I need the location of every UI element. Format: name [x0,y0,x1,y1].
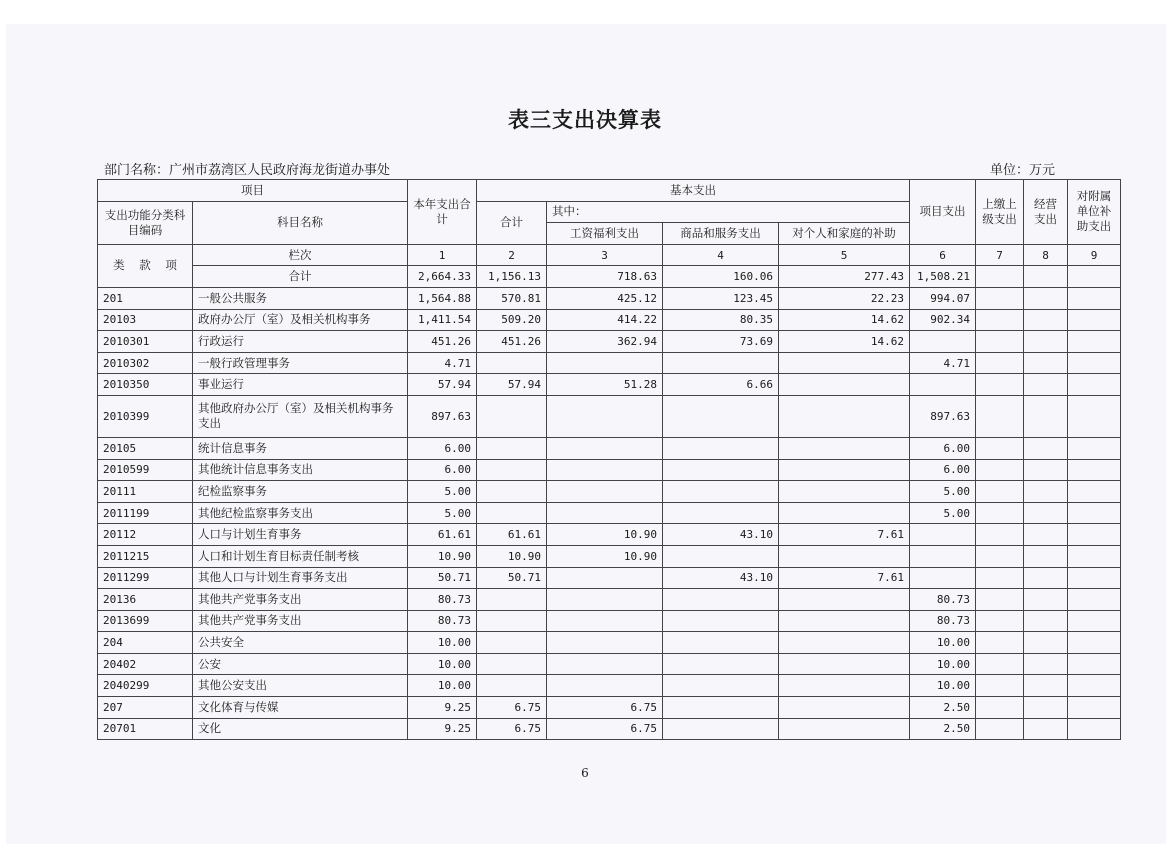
page-title: 表三支出决算表 [508,108,662,132]
amount-cell: 4.71 [910,352,976,374]
table-row [98,309,1121,331]
table-row [98,352,1121,374]
column-index: 9 [1068,244,1121,266]
amount-cell [976,331,1024,353]
amount-cell [976,502,1024,524]
amount-cell [779,395,910,437]
amount-cell [910,545,976,567]
amount-cell [663,352,779,374]
amount-cell [547,395,663,437]
function-code: 2011215 [98,545,193,567]
amount-cell [663,437,779,459]
amount-cell: 6.75 [547,697,663,719]
amount-cell [1024,610,1068,632]
amount-cell: 994.07 [910,287,976,309]
amount-cell: 10.00 [910,675,976,697]
function-code: 2011199 [98,502,193,524]
total-value: 1,508.21 [910,266,976,288]
total-value: 718.63 [547,266,663,288]
amount-cell: 123.45 [663,287,779,309]
amount-cell: 43.10 [663,524,779,546]
function-code: 2013699 [98,610,193,632]
amount-cell [547,481,663,503]
amount-cell: 43.10 [663,567,779,589]
amount-cell [976,697,1024,719]
amount-cell [547,653,663,675]
amount-cell [1068,481,1121,503]
amount-cell [1024,567,1068,589]
amount-cell [779,718,910,740]
table-row [98,718,1121,740]
amount-cell: 570.81 [477,287,547,309]
amount-cell [779,481,910,503]
page-number: 6 [581,766,589,780]
function-code: 204 [98,632,193,654]
amount-cell [663,395,779,437]
amount-cell [547,352,663,374]
header-of-which: 其中： [547,201,910,223]
amount-cell [547,437,663,459]
amount-cell [663,545,779,567]
function-code: 20136 [98,589,193,611]
amount-cell [1024,502,1068,524]
amount-cell [1068,395,1121,437]
column-index: 2 [477,244,547,266]
subject-name: 其他人口与计划生育事务支出 [193,567,408,589]
amount-cell: 10.90 [477,545,547,567]
amount-cell: 50.71 [408,567,477,589]
amount-cell: 14.62 [779,309,910,331]
amount-cell [976,287,1024,309]
total-value: 2,664.33 [408,266,477,288]
total-value: 160.06 [663,266,779,288]
amount-cell: 80.73 [408,589,477,611]
amount-cell [1068,718,1121,740]
header-upper: 上缴上级支出 [976,180,1024,245]
amount-cell: 6.66 [663,374,779,396]
subject-name: 人口与计划生育事务 [193,524,408,546]
amount-cell: 9.25 [408,718,477,740]
amount-cell: 50.71 [477,567,547,589]
subject-name: 其他共产党事务支出 [193,589,408,611]
amount-cell [1024,459,1068,481]
amount-cell [976,545,1024,567]
column-index: 1 [408,244,477,266]
subject-name: 其他政府办公厅（室）及相关机构事务支出 [193,395,408,437]
subject-name: 公安 [193,653,408,675]
function-code: 20402 [98,653,193,675]
amount-cell [547,675,663,697]
amount-cell: 57.94 [477,374,547,396]
amount-cell: 10.00 [910,632,976,654]
amount-cell: 80.73 [910,589,976,611]
amount-cell [976,524,1024,546]
column-index: 3 [547,244,663,266]
column-index: 8 [1024,244,1068,266]
amount-cell [477,395,547,437]
amount-cell [1024,545,1068,567]
header-row-1 [98,180,1121,202]
table-row [98,502,1121,524]
header-goods: 商品和服务支出 [663,223,779,245]
table-row [98,697,1121,719]
amount-cell: 1,564.88 [408,287,477,309]
amount-cell [663,502,779,524]
amount-cell [910,331,976,353]
amount-cell [1024,718,1068,740]
department-label: 部门名称：广州市荔湾区人民政府海龙街道办事处 [104,163,391,178]
amount-cell: 4.71 [408,352,477,374]
amount-cell: 10.90 [547,524,663,546]
function-code: 20103 [98,309,193,331]
column-index: 7 [976,244,1024,266]
amount-cell [547,459,663,481]
amount-cell [477,502,547,524]
amount-cell [779,589,910,611]
amount-cell [1024,524,1068,546]
table-row [98,481,1121,503]
amount-cell [1024,395,1068,437]
header-affiliate: 对附属单位补助支出 [1068,180,1121,245]
amount-cell: 897.63 [910,395,976,437]
amount-cell: 6.00 [910,459,976,481]
amount-cell [779,675,910,697]
subject-name: 公共安全 [193,632,408,654]
amount-cell: 61.61 [408,524,477,546]
table-row [98,459,1121,481]
amount-cell: 7.61 [779,567,910,589]
amount-cell [547,610,663,632]
function-code: 20701 [98,718,193,740]
amount-cell [779,374,910,396]
amount-cell [663,610,779,632]
amount-cell: 10.90 [408,545,477,567]
subject-name: 文化 [193,718,408,740]
amount-cell [477,459,547,481]
header-lei-kuan-xiang [98,244,193,287]
function-code: 2010599 [98,459,193,481]
total-value [1024,266,1068,288]
header-business: 经营支出 [1024,180,1068,245]
amount-cell [1024,437,1068,459]
amount-cell: 5.00 [408,481,477,503]
amount-cell [1068,352,1121,374]
amount-cell [1068,675,1121,697]
amount-cell: 362.94 [547,331,663,353]
amount-cell [779,632,910,654]
amount-cell [663,481,779,503]
amount-cell [1024,675,1068,697]
subject-name: 一般行政管理事务 [193,352,408,374]
amount-cell [779,459,910,481]
amount-cell: 425.12 [547,287,663,309]
amount-cell: 6.75 [477,697,547,719]
amount-cell [910,567,976,589]
amount-cell [779,437,910,459]
table-row [98,437,1121,459]
amount-cell: 6.00 [408,459,477,481]
unit-label: 单位：万元 [990,163,1056,178]
subject-name: 纪检监察事务 [193,481,408,503]
amount-cell [477,352,547,374]
amount-cell [1024,589,1068,611]
amount-cell [779,545,910,567]
table-row [98,331,1121,353]
amount-cell [477,653,547,675]
subject-name: 其他共产党事务支出 [193,610,408,632]
amount-cell: 14.62 [779,331,910,353]
amount-cell: 6.00 [408,437,477,459]
amount-cell: 61.61 [477,524,547,546]
amount-cell [477,632,547,654]
amount-cell [547,632,663,654]
amount-cell [1024,287,1068,309]
amount-cell: 10.00 [408,632,477,654]
total-value: 1,156.13 [477,266,547,288]
amount-cell: 7.61 [779,524,910,546]
function-code: 2010350 [98,374,193,396]
amount-cell [1024,481,1068,503]
amount-cell: 6.75 [547,718,663,740]
header-project: 项目支出 [910,180,976,245]
amount-cell [663,589,779,611]
column-index: 5 [779,244,910,266]
amount-cell [976,589,1024,611]
amount-cell [1068,632,1121,654]
amount-cell [976,395,1024,437]
table-row [98,632,1121,654]
amount-cell [910,374,976,396]
table-row [98,524,1121,546]
amount-cell [1068,697,1121,719]
total-row [98,266,1121,288]
amount-cell [976,610,1024,632]
amount-cell [976,374,1024,396]
amount-cell [477,675,547,697]
amount-cell [1024,632,1068,654]
amount-cell [976,309,1024,331]
amount-cell [547,567,663,589]
header-subject-name: 科目名称 [193,201,408,244]
header-basic: 基本支出 [477,180,910,202]
amount-cell: 1,411.54 [408,309,477,331]
amount-cell [976,459,1024,481]
amount-cell [1068,545,1121,567]
amount-cell: 73.69 [663,331,779,353]
amount-cell [1068,610,1121,632]
amount-cell [663,459,779,481]
amount-cell [910,524,976,546]
table-row [98,545,1121,567]
amount-cell: 80.73 [910,610,976,632]
amount-cell [976,437,1024,459]
amount-cell [1068,437,1121,459]
amount-cell [477,610,547,632]
header-xiang: 项 [165,258,177,273]
subject-name: 文化体育与传媒 [193,697,408,719]
amount-cell: 9.25 [408,697,477,719]
header-lei: 类 [113,258,125,273]
amount-cell [976,718,1024,740]
amount-cell [1024,697,1068,719]
subject-name: 其他统计信息事务支出 [193,459,408,481]
amount-cell [477,481,547,503]
amount-cell: 6.00 [910,437,976,459]
amount-cell [1068,653,1121,675]
table-body [98,287,1121,739]
subject-name: 政府办公厅（室）及相关机构事务 [193,309,408,331]
amount-cell [1068,309,1121,331]
subject-name: 事业运行 [193,374,408,396]
function-code: 2010301 [98,331,193,353]
function-code: 2010399 [98,395,193,437]
total-value: 277.43 [779,266,910,288]
amount-cell: 80.35 [663,309,779,331]
amount-cell: 897.63 [408,395,477,437]
amount-cell [1024,374,1068,396]
header-salary: 工资福利支出 [547,223,663,245]
amount-cell [1024,331,1068,353]
amount-cell [663,653,779,675]
header-kuan: 款 [139,258,151,273]
amount-cell: 10.90 [547,545,663,567]
amount-cell: 451.26 [408,331,477,353]
amount-cell: 509.20 [477,309,547,331]
amount-cell [663,632,779,654]
expenditure-table [97,179,1121,740]
subject-name: 行政运行 [193,331,408,353]
amount-cell [779,502,910,524]
amount-cell [976,653,1024,675]
amount-cell: 6.75 [477,718,547,740]
amount-cell: 5.00 [910,481,976,503]
table-row [98,653,1121,675]
header-func-code: 支出功能分类科目编码 [98,201,193,244]
amount-cell [547,589,663,611]
total-value [1068,266,1121,288]
amount-cell: 10.00 [408,675,477,697]
amount-cell [779,610,910,632]
column-index: 6 [910,244,976,266]
subject-name: 一般公共服务 [193,287,408,309]
amount-cell [1068,459,1121,481]
amount-cell [547,502,663,524]
column-index-row [98,244,1121,266]
amount-cell [1068,589,1121,611]
amount-cell [1068,287,1121,309]
amount-cell [663,718,779,740]
amount-cell [976,481,1024,503]
amount-cell [976,567,1024,589]
subject-name: 其他公安支出 [193,675,408,697]
header-annual-total: 本年支出合计 [408,180,477,245]
table-row [98,675,1121,697]
amount-cell [976,632,1024,654]
amount-cell [1024,352,1068,374]
subject-name: 统计信息事务 [193,437,408,459]
subject-name: 其他纪检监察事务支出 [193,502,408,524]
function-code: 20111 [98,481,193,503]
table-row [98,589,1121,611]
header-item: 项目 [98,180,408,202]
amount-cell: 5.00 [408,502,477,524]
amount-cell [1024,309,1068,331]
function-code: 2010302 [98,352,193,374]
amount-cell: 414.22 [547,309,663,331]
function-code: 2011299 [98,567,193,589]
amount-cell [1024,653,1068,675]
amount-cell [477,437,547,459]
amount-cell [1068,567,1121,589]
amount-cell [976,675,1024,697]
table-row [98,567,1121,589]
column-index-label: 栏次 [193,244,408,266]
amount-cell [1068,502,1121,524]
table-row [98,610,1121,632]
amount-cell [779,653,910,675]
amount-cell: 10.00 [408,653,477,675]
function-code: 207 [98,697,193,719]
amount-cell: 10.00 [910,653,976,675]
amount-cell: 902.34 [910,309,976,331]
table-row [98,374,1121,396]
amount-cell [779,352,910,374]
amount-cell: 2.50 [910,718,976,740]
function-code: 20105 [98,437,193,459]
table-row [98,287,1121,309]
subject-name: 人口和计划生育目标责任制考核 [193,545,408,567]
total-value [976,266,1024,288]
header-subsidy: 对个人和家庭的补助 [779,223,910,245]
column-index: 4 [663,244,779,266]
amount-cell [1068,331,1121,353]
total-label: 合计 [193,266,408,288]
amount-cell: 22.23 [779,287,910,309]
amount-cell: 57.94 [408,374,477,396]
amount-cell: 80.73 [408,610,477,632]
amount-cell [1068,374,1121,396]
amount-cell: 451.26 [477,331,547,353]
amount-cell: 5.00 [910,502,976,524]
amount-cell [663,697,779,719]
amount-cell [779,697,910,719]
function-code: 20112 [98,524,193,546]
amount-cell [477,589,547,611]
function-code: 2040299 [98,675,193,697]
amount-cell: 51.28 [547,374,663,396]
amount-cell [1068,524,1121,546]
header-basic-total: 合计 [477,201,547,244]
amount-cell [976,352,1024,374]
amount-cell: 2.50 [910,697,976,719]
function-code: 201 [98,287,193,309]
table-row [98,395,1121,437]
amount-cell [663,675,779,697]
